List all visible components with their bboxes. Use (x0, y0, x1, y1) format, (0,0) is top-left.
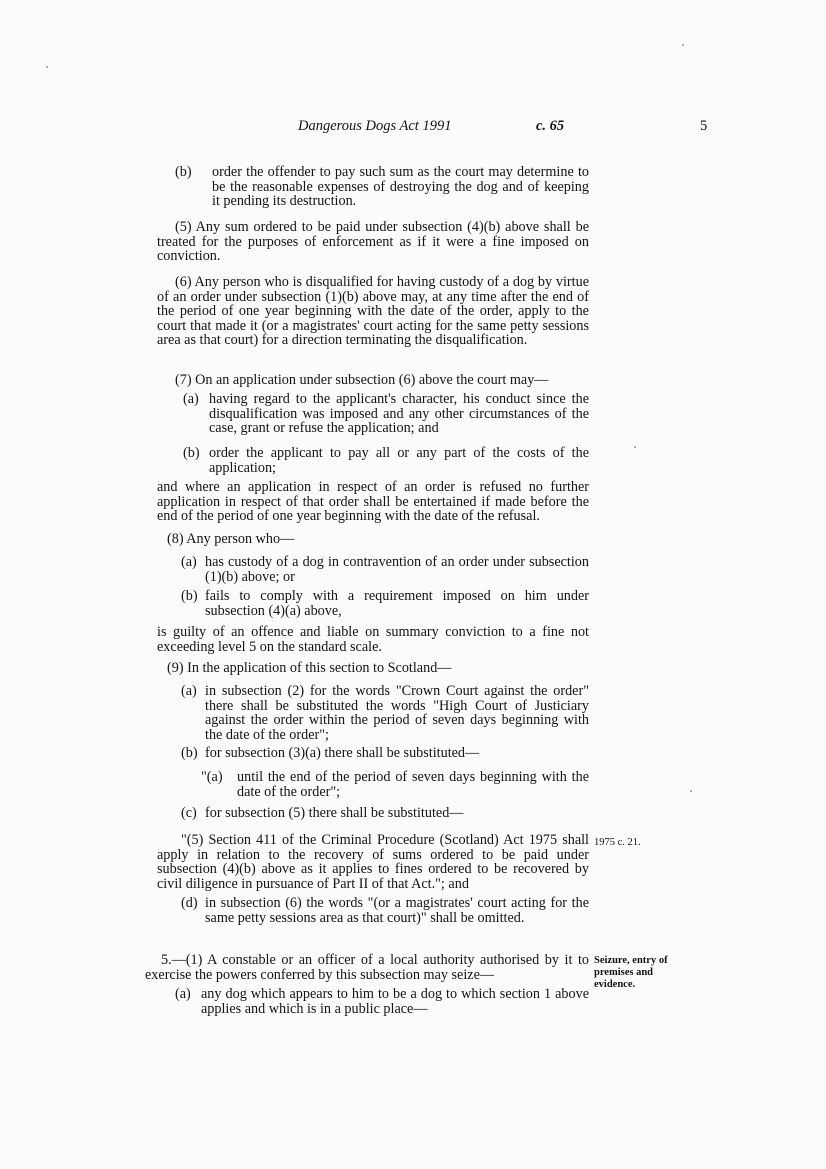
para-9c-label: (c) (181, 805, 197, 821)
speck (634, 446, 636, 448)
para-5: (5) Any sum ordered to be paid under subsection (4)(b) above shall be treated for the purposes of enforcement as if it were a fine imposed on conviction. (157, 219, 589, 265)
speck (690, 790, 692, 792)
section-5a-label: (a) (175, 986, 191, 1002)
para-8a-text: has custody of a dog in contravention of an order under subsection (1)(b) above; or (205, 554, 589, 585)
margin-section-heading: Seizure, entry of premises and evidence. (594, 955, 668, 990)
para-9-intro: (9) In the application of this section to Scotland— (167, 660, 452, 676)
para-9b-quote-label: "(a) (201, 769, 223, 785)
para-9d-label: (d) (181, 895, 198, 911)
para-9b-text: for subsection (3)(a) there shall be substituted— (205, 745, 480, 761)
para-9c-quote: "(5) Section 411 of the Criminal Procedure (Scotland) Act 1975 shall apply in relation to the recovery of sums ordered to be paid under subsection (4)(b) above as it applies to fines ordered to be recovered by civil diligence in pursuance of Part II of that Act."; and (157, 832, 589, 892)
para-8-intro: (8) Any person who— (167, 531, 295, 547)
section-5a-text: any dog which appears to him to be a dog to which section 1 above applies and which is in a public place— (201, 986, 589, 1017)
para-4b-text: order the offender to pay such sum as the court may determine to be the reasonable expenses of destroying the dog and of keeping it pending its destruction. (212, 164, 589, 210)
speck (682, 44, 684, 46)
para-7-intro: (7) On an application under subsection (6) above the court may— (175, 372, 549, 388)
para-9b-label: (b) (181, 745, 198, 761)
para-7-tail: and where an application in respect of an order is refused no further application in respect of that order shall be entertained if made before the end of the period of one year beginning with the date of the refusal. (157, 479, 589, 525)
para-9d-text: in subsection (6) the words "(or a magistrates' court acting for the same petty sessions area as that court)" shall be omitted. (205, 895, 589, 926)
section-5-intro: 5.—(1) A constable or an officer of a local authority authorised by it to exercise the powers conferred by this subsection may seize— (145, 952, 589, 983)
para-4b-label: (b) (175, 164, 192, 180)
para-9b-quote-text: until the end of the period of seven days beginning with the date of the order"; (237, 769, 589, 800)
para-6: (6) Any person who is disqualified for having custody of a dog by virtue of an order under subsection (1)(b) above may, at any time after the end of the period of one year beginning with the date of the order, apply to the court that made it (or a magistrates' court acting for the same petty sessions area as that court) for a direction terminating the disqualification. (157, 274, 589, 349)
para-8b-label: (b) (181, 588, 198, 604)
para-7b-text: order the applicant to pay all or any part of the costs of the application; (209, 445, 589, 476)
para-8-tail: is guilty of an offence and liable on summary conviction to a fine not exceeding level 5 on the standard scale. (157, 624, 589, 655)
speck (46, 66, 48, 68)
chapter-number: c. 65 (536, 118, 565, 134)
para-7a-text: having regard to the applicant's character, his conduct since the disqualification was imposed and any other circumstances of the case, grant or refuse the application; and (209, 391, 589, 437)
para-7b-label: (b) (183, 445, 200, 461)
para-9a-label: (a) (181, 683, 197, 699)
margin-citation: 1975 c. 21. (594, 837, 641, 848)
para-8a-label: (a) (181, 554, 197, 570)
running-title: Dangerous Dogs Act 1991 (298, 118, 452, 134)
page-body (145, 0, 589, 1169)
para-8b-text: fails to comply with a requirement imposed on him under subsection (4)(a) above, (205, 588, 589, 619)
para-9a-text: in subsection (2) for the words "Crown Court against the order" there shall be substituted the words "High Court of Justiciary against the order within the period of seven days beginning with the date of the order"; (205, 683, 589, 743)
page-number: 5 (700, 118, 708, 134)
para-7a-label: (a) (183, 391, 199, 407)
para-9c-text: for subsection (5) there shall be substituted— (205, 805, 464, 821)
